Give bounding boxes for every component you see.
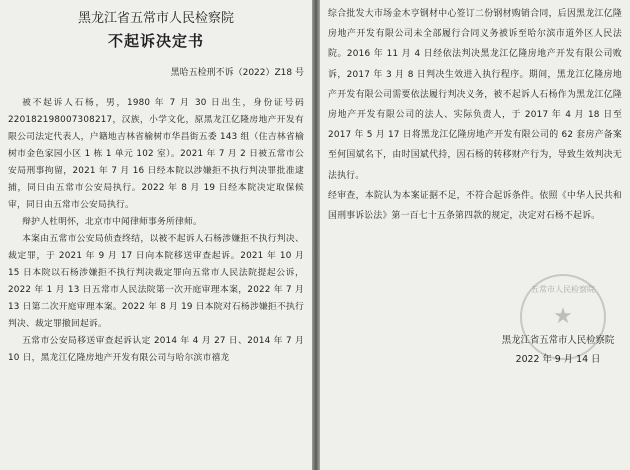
facts-paragraph-start: 五常市公安局移送审查起诉认定 2014 年 4 月 27 日、2014 年 7 月 10 日，黑龙江亿隆房地产开发有限公司与哈尔滨市禧龙	[8, 336, 304, 363]
seal-star-icon: ★	[553, 304, 573, 329]
defense-counsel-paragraph: 辩护人杜明怀，北京市中闻律师事务所律师。	[22, 217, 203, 227]
document-title: 不起诉决定书	[107, 32, 204, 50]
document-number: 黑哈五检刑不诉（2022）Z18 号	[170, 68, 304, 78]
signature-date: 2022 年 9 月 14 日	[515, 354, 601, 365]
defendant-paragraph: 被不起诉人石杨，男，1980 年 7 月 30 日出生，身份证号码 220182198007308217，汉族，小学文化，原黑龙江亿隆房地产开发有限公司法定代表人，户籍地吉林省榆树市华昌街五委 143 组（住吉林省榆树市金色家园小区 1 栋 1 单元 102 室）。2021 年 7 月 2 日被五常市公安局刑事拘留，2021 年 7 月 16 日经本院以涉嫌拒不执行判决罪批准逮捕，同日由五常市公安局执行。2022 年 8 月 19 日经本院决定取保候审，同日由五常市公安局执行。	[8, 98, 304, 210]
issuing-authority: 黑龙江省五常市人民检察院	[77, 11, 234, 26]
left-page	[0, 0, 312, 470]
signature-block	[488, 331, 628, 369]
facts-paragraph-continued: 综合批发大市场金木亨钢材中心签订二份钢材购销合同，后因黑龙江亿隆房地产开发有限公司未全部履行合同义务被诉至哈尔滨市道外区人民法院。2016 年 11 月 4 日经依法判决黑龙江亿隆房地产开发有限公司败诉，2017 年 3 月 8 日判决生效进入执行程序。期间，黑龙江亿隆房地产开发有限公司需要依法履行判决义务，被不起诉人石杨作为黑龙江亿隆房地产开发有限公司的法人、实际负责人，于 2017 年 4 月 18 日至 2017 年 5 月 17 日将黑龙江亿隆房地产开发有限公司的 62 套房产备案至何国斌名下，由时国斌代持，因石杨的转移财产行为，导致生效判决无法执行。	[328, 9, 622, 181]
decision-paragraph: 经审查，本院认为本案证据不足，不符合起诉条件。依照《中华人民共和国刑事诉讼法》第一百七十五条第四款的规定，决定对石杨不起诉。	[328, 190, 622, 222]
signature-org: 黑龙江省五常市人民检察院	[501, 335, 615, 346]
right-page	[320, 0, 630, 470]
page-gutter	[312, 0, 320, 470]
procedure-paragraph: 本案由五常市公安局侦查终结，以被不起诉人石杨涉嫌拒不执行判决、裁定罪，于 2021 年 9 月 17 日向本院移送审查起诉。2021 年 10 月 15 日本院以石杨涉嫌拒不执行判决裁定罪向五常市人民法院提起公诉，2022 年 1 月 13 日五常市人民法院第一次开庭审理本案，2022 年 7 月 13 日第二次开庭审理本案。2022 年 8 月 19 日本院对石杨涉嫌拒不执行判决、裁定罪撤回起诉。	[8, 234, 304, 329]
seal-text: 五常市人民检察院	[531, 285, 595, 294]
